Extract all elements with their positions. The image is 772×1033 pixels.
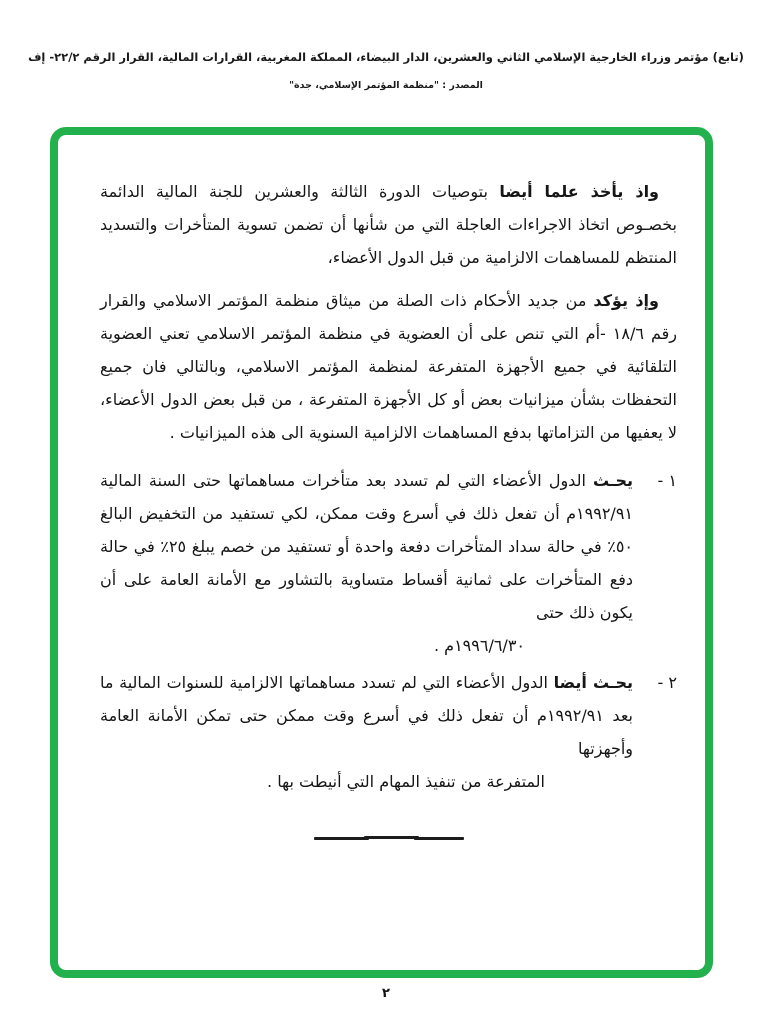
document-source-line: المصدر : "منظمة المؤتمر الإسلامي، جدة"	[289, 80, 483, 91]
item-lead: يحـث أيضا	[553, 673, 634, 692]
item-body-text: الدول الأعضاء التي لم تسدد مساهماتها الالزامية للسنوات المالية ما بعد ١٩٩٢/٩١م أن تفعل ذلك في أسرع وقت ممكن حتى تمكن الأمانة العامة وأجهزتها	[100, 673, 634, 758]
item-text	[100, 666, 633, 798]
item-lead: يحـث	[593, 471, 633, 490]
paragraph-lead: واذ يأخذ علما أيضا	[499, 182, 659, 201]
item-body-text: الدول الأعضاء التي لم تسدد بعد متأخرات مساهماتها حتى السنة المالية ١٩٩٢/٩١م أن تفعل ذلك في أسرع وقت ممكن، لكي تستفيد من التخفيض البالغ ٥٠٪ في حالة سداد المتأخرات دفعة واحدة أو تستفيد من خصم يبلغ ٢٥٪ في حالة دفع المتأخرات على ثمانية أقساط متساوية بالتشاور مع الأمانة العامة على أن يكون ذلك حتى	[100, 471, 634, 622]
resolution-items	[100, 464, 677, 798]
separator-segment	[414, 837, 464, 840]
paragraph-lead: وإذ يؤكد	[593, 291, 659, 310]
item-date-line: ١٩٩٦/٦/٣٠م .	[433, 636, 525, 655]
annotation-highlight-box	[50, 127, 713, 978]
item-closing-line: المتفرعة من تنفيذ المهام التي أنيطت بها .	[267, 772, 545, 791]
document-reference-line: (تابع) مؤتمر وزراء الخارجية الإسلامي الثاني والعشرين، الدار البيضاء، المملكة المغربية، القرارات المالية، القرار الرقم ٢٢/٢- إف	[28, 50, 744, 64]
paragraph-text: بتوصيات الدورة الثالثة والعشرين للجنة المالية الدائمة بخصـوص اتخاذ الاجراءات العاجلة التي من شأنها أن تضمن تسوية المتأخرات والتسديد المنتظم للمساهمات الالزامية من قبل الدول الأعضاء،	[100, 182, 677, 267]
item-text	[100, 464, 633, 662]
item-number: ١ -	[657, 471, 677, 490]
resolution-item-1	[100, 464, 677, 662]
end-separator-line	[314, 835, 464, 841]
resolution-item-2	[100, 666, 677, 798]
item-number: ٢ -	[657, 673, 677, 692]
document-body	[58, 135, 705, 970]
separator-segment	[314, 837, 369, 840]
preamble-paragraph-2	[100, 284, 677, 449]
page-number: ٢	[382, 986, 390, 1001]
separator-segment	[364, 836, 419, 839]
paragraph-text: من جديد الأحكام ذات الصلة من ميثاق منظمة المؤتمر الاسلامي والقرار رقم ١٨/٦ -أم التي تنص على أن العضوية في منظمة المؤتمر الاسلامي تعني العضوية التلقائية في جميع الأجهزة المتفرعة لمنظمة المؤتمر الاسلامي، وبالتالي فان جميع التحفظات بشأن ميزانيات بعض أو كل الأجهزة المتفرعة ، من قبل بعض الدول الأعضاء، لا يعفيها من التزاماتها بدفع المساهمات الالزامية السنوية الى هذه الميزانيات .	[100, 291, 677, 442]
preamble-paragraph-1	[100, 175, 677, 274]
